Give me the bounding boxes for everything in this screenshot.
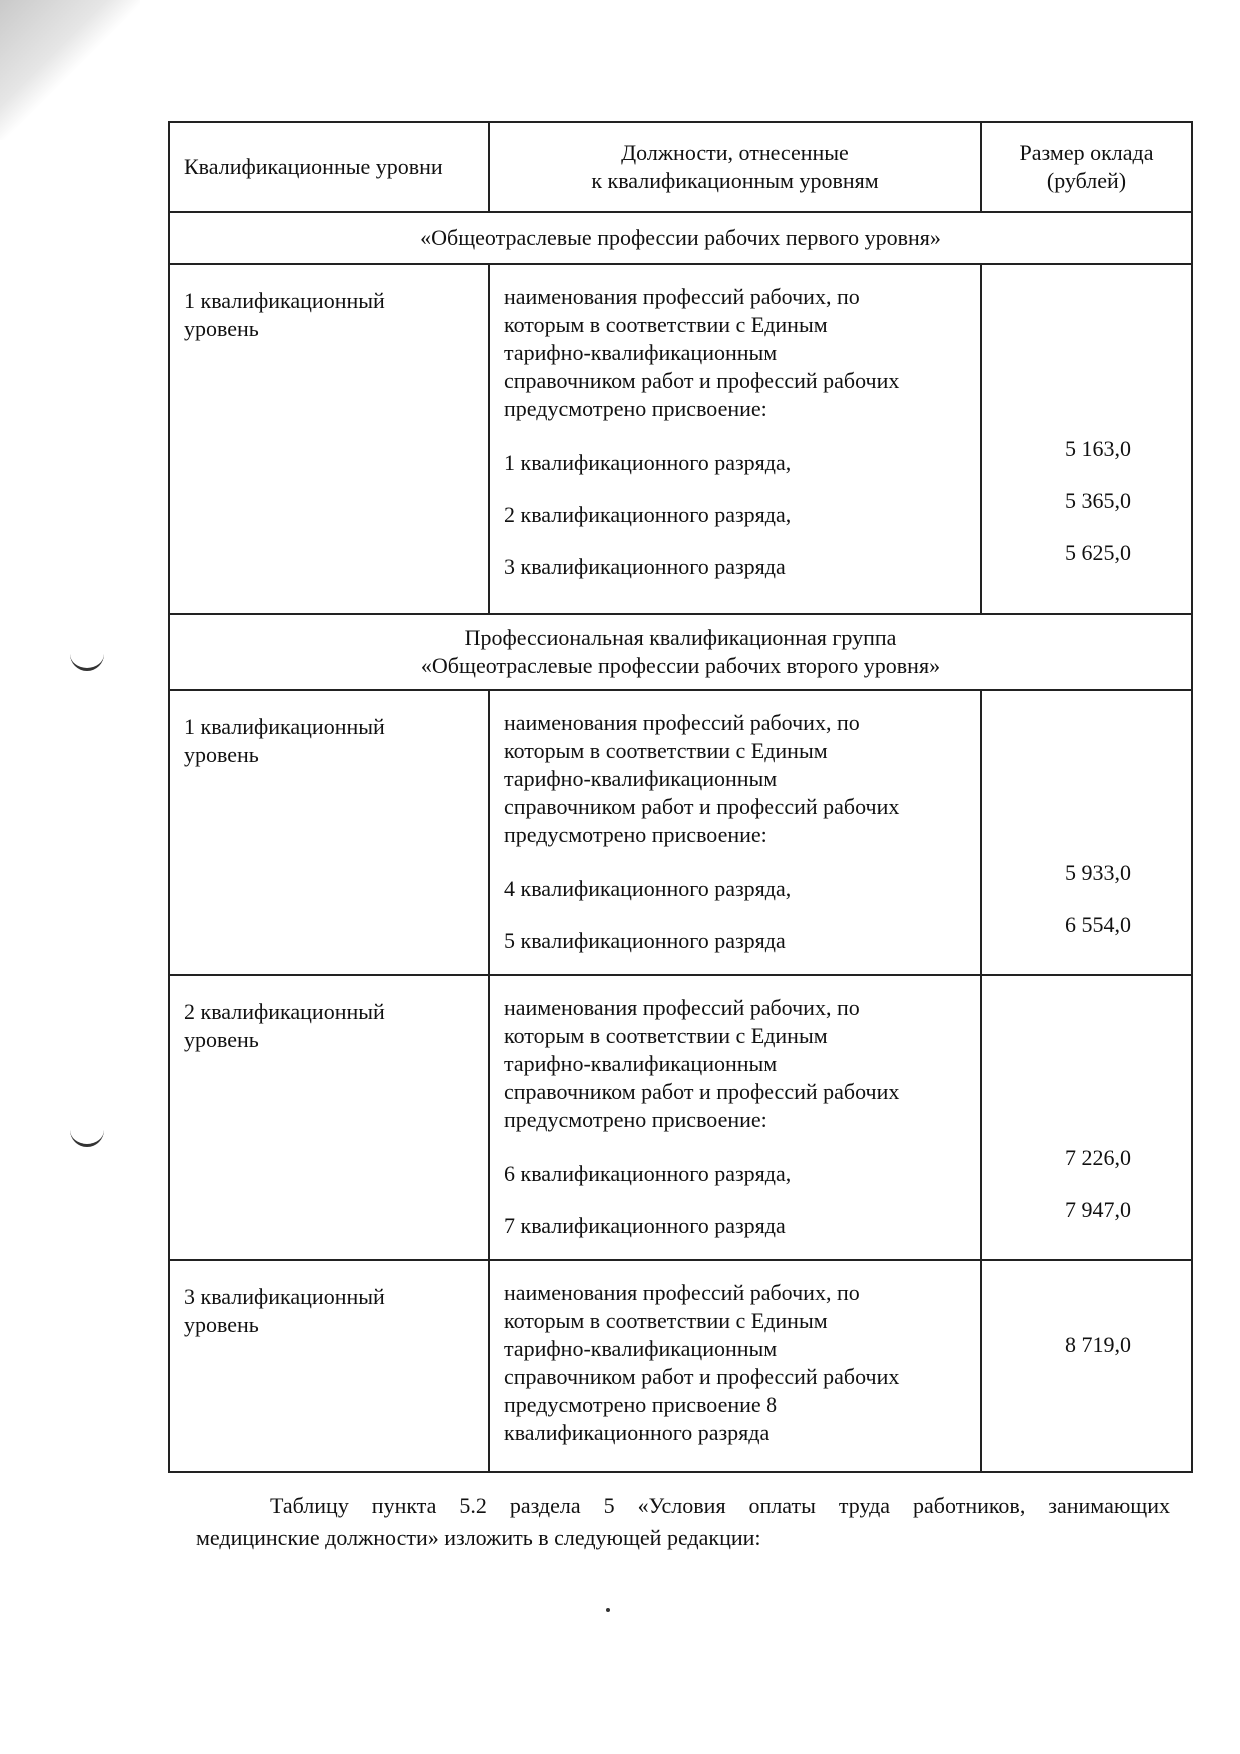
rank-label: 1 квалификационного разряда, xyxy=(504,450,792,475)
page-corner-fold xyxy=(0,0,140,140)
group-2-title: Профессиональная квалификационная группа «Общеотраслевые профессии рабочих второго уровня» xyxy=(169,614,1192,690)
rank-label: 2 квалификационного разряда, xyxy=(504,502,792,527)
salary-value: 5 625,0 xyxy=(1065,540,1131,565)
table-row xyxy=(169,975,1192,1260)
rank-label: 4 квалификационного разряда, xyxy=(504,876,792,901)
rank-label: 6 квалификационного разряда, xyxy=(504,1161,792,1186)
salary-value: 5 933,0 xyxy=(1065,860,1131,885)
amendment-paragraph: Таблицу пункта 5.2 раздела 5 «Условия оплаты труда работников, занимающих медицинские должности» изложить в следующей редакции: xyxy=(196,1493,1170,1550)
level-label: 1 квалификационный уровень xyxy=(169,690,489,975)
group-1-title: «Общеотраслевые профессии рабочих первого уровня» xyxy=(169,212,1192,264)
salary-value: 7 226,0 xyxy=(1065,1145,1131,1170)
punch-hole-mark xyxy=(70,652,104,671)
salary-cell xyxy=(981,264,1192,614)
table-row xyxy=(169,1260,1192,1472)
level-label: 2 квалификационный уровень xyxy=(169,975,489,1260)
salary-cell xyxy=(981,1260,1192,1472)
salary-table xyxy=(168,121,1191,1473)
salary-value: 8 719,0 xyxy=(1065,1332,1131,1357)
table-row xyxy=(169,690,1192,975)
salary-value: 7 947,0 xyxy=(1065,1197,1131,1222)
punch-hole-mark xyxy=(70,1128,104,1147)
salary-value: 5 163,0 xyxy=(1065,436,1131,461)
level-label: 3 квалификационный уровень xyxy=(169,1260,489,1472)
position-description: наименования профессий рабочих, по которым в соответствии с Единым тарифно-квалификационным справочником работ и профессий рабочих предусмотрено присвоение: 1 квалификационного разряда, 2 квалификационного разряда, 3 квалификационного разряда xyxy=(489,264,981,614)
header-qualification-levels: Квалификационные уровни xyxy=(169,122,489,212)
group-title-row xyxy=(169,212,1192,264)
scan-speck xyxy=(606,1608,610,1612)
salary-value: 5 365,0 xyxy=(1065,488,1131,513)
header-positions: Должности, отнесенные к квалификационным уровням xyxy=(489,122,981,212)
level-label: 1 квалификационный уровень xyxy=(169,264,489,614)
group-title-row xyxy=(169,614,1192,690)
salary-cell xyxy=(981,690,1192,975)
position-description: наименования профессий рабочих, по которым в соответствии с Единым тарифно-квалификационным справочником работ и профессий рабочих предусмотрено присвоение: 4 квалификационного разряда, 5 квалификационного разряда xyxy=(489,690,981,975)
table-row xyxy=(169,264,1192,614)
rank-label: 3 квалификационного разряда xyxy=(504,554,786,579)
table-header-row xyxy=(169,122,1192,212)
salary-cell xyxy=(981,975,1192,1260)
position-description: наименования профессий рабочих, по которым в соответствии с Единым тарифно-квалификационным справочником работ и профессий рабочих предусмотрено присвоение 8 квалификационного разряда xyxy=(489,1260,981,1472)
header-salary: Размер оклада (рублей) xyxy=(981,122,1192,212)
rank-label: 7 квалификационного разряда xyxy=(504,1213,786,1238)
rank-label: 5 квалификационного разряда xyxy=(504,928,786,953)
salary-value: 6 554,0 xyxy=(1065,912,1131,937)
position-description: наименования профессий рабочих, по которым в соответствии с Единым тарифно-квалификационным справочником работ и профессий рабочих предусмотрено присвоение: 6 квалификационного разряда, 7 квалификационного разряда xyxy=(489,975,981,1260)
